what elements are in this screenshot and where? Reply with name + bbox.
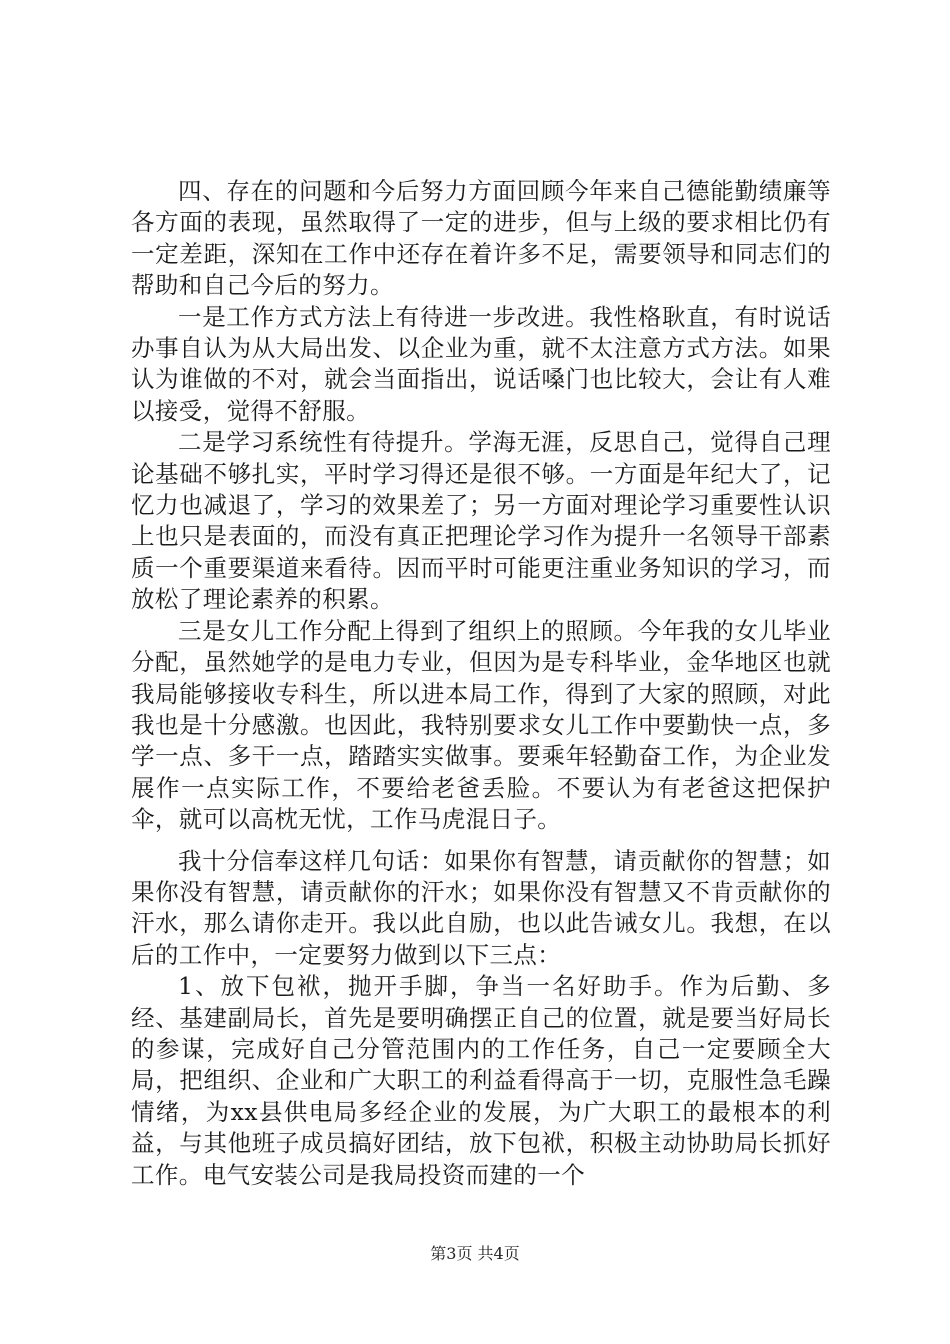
paragraph-motto: 我十分信奉这样几句话：如果你有智慧，请贡献你的智慧；如果你没有智慧，请贡献你的汗水；如果你没有智慧又不肯贡献你的汗水，那么请你走开。我以此自励，也以此告诫女儿。我想，在以后的工作中，一定要努力做到以下三点： bbox=[131, 846, 831, 969]
paragraph-study: 二是学习系统性有待提升。学海无涯，反思自己，觉得自己理论基础不够扎实，平时学习得还是很不够。一方面是年纪大了，记忆力也减退了，学习的效果差了；另一方面对理论学习重要性认识上也只是表面的，而没有真正把理论学习作为提升一名领导干部素质一个重要渠道来看待。因而平时可能更注重业务知识的学习，而放松了理论素养的积累。 bbox=[131, 428, 831, 614]
page-footer: 第3页 共4页 bbox=[430, 1244, 520, 1263]
paragraph-problems-intro: 四、存在的问题和今后努力方面回顾今年来自己德能勤绩廉等各方面的表现，虽然取得了一定的进步，但与上级的要求相比仍有一定差距，深知在工作中还存在着许多不足，需要领导和同志们的帮助和自己今后的努力。 bbox=[131, 177, 831, 300]
document-body bbox=[131, 176, 831, 1191]
paragraph-work-methods: 一是工作方式方法上有待进一步改进。我性格耿直，有时说话办事自认为从大局出发、以企业为重，就不太注意方式方法。如果认为谁做的不对，就会当面指出，说话嗓门也比较大，会让有人难以接受，觉得不舒服。 bbox=[131, 302, 831, 425]
paragraph-daughter-job: 三是女儿工作分配上得到了组织上的照顾。今年我的女儿毕业分配，虽然她学的是电力专业，但因为是专科毕业，金华地区也就我局能够接收专科生，所以进本局工作，得到了大家的照顾，对此我也是十分感激。也因此，我特别要求女儿工作中要勤快一点，多学一点、多干一点，踏踏实实做事。要乘年轻勤奋工作，为企业发展作一点实际工作，不要给老爸丢脸。不要认为有老爸这把保护伞，就可以高枕无忧，工作马虎混日子。 bbox=[131, 616, 831, 834]
paragraph-point-1: 1、放下包袱，抛开手脚，争当一名好助手。作为后勤、多经、基建副局长，首先是要明确摆正自己的位置，就是要当好局长的参谋，完成好自己分管范围内的工作任务，自己一定要顾全大局，把组织、企业和广大职工的利益看得高于一切，克服性急毛躁情绪，为xx县供电局多经企业的发展，为广大职工的最根本的利益，与其他班子成员搞好团结，放下包袱，积极主动协助局长抓好工作。电气安装公司是我局投资而建的一个 bbox=[131, 972, 831, 1189]
